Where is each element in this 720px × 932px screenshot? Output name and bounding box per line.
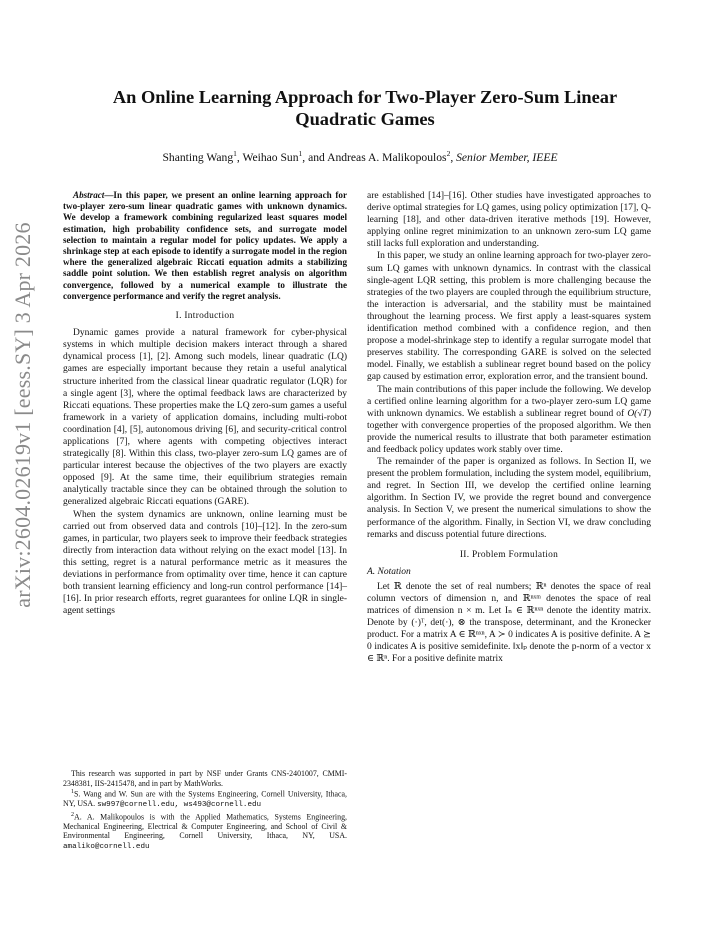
author-line (60, 149, 660, 164)
paragraph: When the system dynamics are unknown, online learning must be carried out from observed data and controls [10]–[12]. In the zero-sum games, in particular, two players seek to improve their feedback strategies directly from interaction data without relying on the exact model [13]. In this setting, regret is a natural performance metric as it measures the deviations in performance from optimality over time, hence it can capture both transient learning efficiency and long-run control performance [14]–[16]. In prior research efforts, regret guarantees for online LQR in single-agent settings (63, 509, 347, 617)
paragraph: Dynamic games provide a natural framework for cyber-physical systems in which multiple decision makers interact through a shared dynamical process [1], [2]. Among such models, linear quadratic (LQ) games are especially important because they retain a useful analytical structure inherited from the classical linear quadratic regulator (LQR) for a single agent [3], where the optimal feedback laws are characterized by Riccati equations. These properties make the LQ zero-sum games a useful framework in a variety of application domains, including multi-robot coordination [4], [5], autonomous driving [6], and security-critical control applications [7], where agents with competing objectives interact strategically [8]. Within this class, two-player zero-sum LQ games are of particular interest because the objectives of the two players are exactly opposed [9]. At the same time, their equilibrium strategies remain analytically tractable since they can be obtained through the solution to generalized algebraic Riccati equations (GARE). (63, 328, 347, 508)
abstract-dash: — (104, 190, 114, 200)
left-column (63, 190, 347, 617)
abstract-text: In this paper, we present an online learning approach for two-player zero-sum linear quadratic games with unknown dynamics. We develop a framework combining regularized least squares model estimation, high probability confidence sets, and surrogate model selection to maintain a regular model for policy updates. We apply a shrinkage step at each episode to identify a surrogate model in the region where the generalized algebraic Riccati equation admits a stabilizing saddle point solution. We then establish regret analysis on algorithm convergence, followed by a numerical example to illustrate the convergence performance and verify the regret analysis. (63, 190, 347, 301)
arxiv-identifier-stamp (6, 150, 40, 680)
author-3-title: Senior Member, IEEE (456, 150, 558, 164)
paper-title: An Online Learning Approach for Two-Player Zero-Sum Linear Quadratic Games (112, 87, 618, 129)
author-1-affiliation: 1 (233, 149, 237, 158)
footnote-2-text: A. A. Malikopoulos is with the Applied Mathematics, Systems Engineering, Mechanical Engineering, Electrical & Computer Engineering, and School of Civil & Environmental Engineering, Cornell University, Ithaca, NY, USA. (63, 812, 347, 841)
author-separator: , (236, 150, 243, 164)
paragraph: The remainder of the paper is organized as follows. In Section II, we present the problem formulation, including the system model, equilibrium, and regret. In Section III, we develop the certified online learning algorithm. In Section IV, we provide the regret bound and convergence analysis. In Section V, we present the numerical simulations to show the performance of the algorithm. Finally, in Section VI, we draw concluding remarks and discuss potential future directions. (367, 457, 651, 540)
section-heading-introduction: I. Introduction (175, 311, 235, 322)
footnote-1-mark: 1 (71, 789, 74, 795)
contributions-text-a: The main contributions of this paper include the following. We develop a certified online learning algorithm for a two-player zero-sum LQ game with unknown dynamics. We establish a sublinear regret bound of (367, 384, 651, 419)
regret-bound-formula: O(√T) (627, 408, 651, 419)
author-3: Andreas A. Malikopoulos (327, 150, 447, 164)
paragraph: In this paper, we study an online learning approach for two-player zero-sum LQ games with unknown dynamics. In contrast with the classical single-agent LQR setting, this problem is more challenging because the strategies of the two players are coupled through the equilibrium structure, the interaction is adversarial, and the stability must be maintained throughout the learning process. We first apply a least-squares system identification method combined with a confidence region, and then propose a model-shrinkage step to identify a regular surrogate model that preserves stability. The corresponding GARE is solved on the selected model. Finally, we establish a sublinear regret bound based on the policy gap caused by estimation error, exploration error, and the transient bound. (367, 251, 651, 383)
footnote-2-email[interactable]: amaliko@cornell.edu (63, 842, 150, 851)
footnote-funding: This research was supported in part by NSF under Grants CNS-2401007, CMMI-2348381, IIS-2415478, and in part by MathWorks. (63, 769, 347, 788)
author-2: Weihao Sun (242, 150, 299, 164)
author-separator: , (450, 150, 457, 164)
author-separator: , and (302, 150, 328, 164)
subsection-heading-notation: A. Notation (367, 566, 411, 577)
paragraph-contributions (367, 384, 651, 457)
footnote-1-email[interactable]: sw997@cornell.edu, ws493@cornell.edu (97, 801, 262, 810)
abstract-label: Abstract (73, 190, 105, 200)
abstract (63, 190, 347, 302)
footnote-2-mark: 2 (71, 811, 74, 818)
arxiv-identifier-text: arXiv:2604.02619v1 [eess.SY] 3 Apr 2026 (10, 222, 35, 608)
section-heading-problem-formulation: II. Problem Formulation (459, 549, 559, 560)
author-1: Shanting Wang (162, 150, 234, 164)
author-2-affiliation: 1 (298, 149, 303, 158)
footnote-affiliation-1 (63, 788, 347, 811)
footnote-affiliation-2 (63, 811, 347, 853)
paragraph: Let ℝ denote the set of real numbers; ℝⁿ denotes the space of real column vectors of dimension n, and ℝⁿˣᵐ denotes the space of real matrices of dimension n × m. Let Iₙ ∈ ℝⁿˣⁿ denote the identity matrix. Denote by (·)ᵀ, det(·), ⊗ the transpose, determinant, and the Kronecker product. For a matrix A ∈ ℝⁿˣⁿ, A ≻ 0 indicates A is positive definite. A ⪰ 0 indicates A is positive semidefinite. ‖x‖ₚ denote the p-norm of a vector x ∈ ℝⁿ. For a positive definite matrix (367, 581, 651, 665)
right-column (367, 190, 651, 666)
footnotes (63, 769, 347, 852)
footnote-1-text: S. Wang and W. Sun are with the Systems Engineering, Cornell University, Ithaca, NY, USA. (63, 789, 347, 809)
paragraph: are established [14]–[16]. Other studies have investigated approaches to derive optimal strategies for LQ games, using policy optimization [17], Q-learning [18], and other data-driven iterative methods [19]. However, applying online regret minimization to an unknown zero-sum LQ game still lacks full exploration and understanding. (367, 191, 651, 250)
contributions-text-b: together with convergence properties of the proposed algorithm. We then provide the numerical results to illustrate that both parameter estimation and feedback policy updates work stably over time. (367, 420, 651, 455)
author-3-affiliation: 2 (446, 149, 451, 158)
